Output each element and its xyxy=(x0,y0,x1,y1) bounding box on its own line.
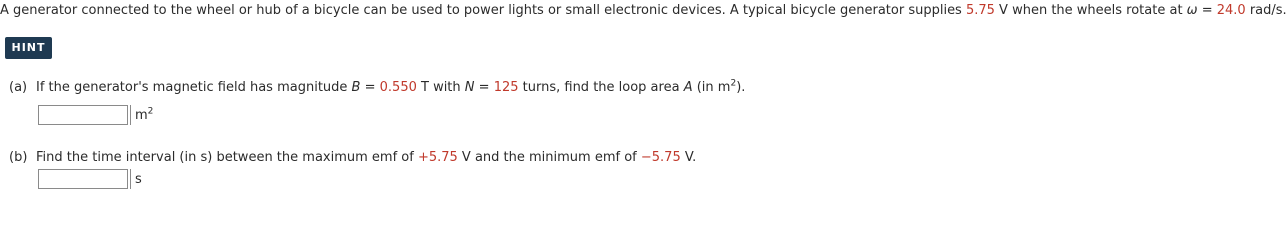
omega-symbol: ω xyxy=(1186,3,1198,18)
part-a-question xyxy=(9,79,745,97)
n-value: 125 xyxy=(493,80,519,95)
question-text: turns, find the loop area xyxy=(518,80,684,95)
question-text: T with xyxy=(416,80,465,95)
min-emf-value: −5.75 xyxy=(640,150,681,165)
a-symbol: A xyxy=(683,80,693,95)
question-text: ). xyxy=(736,80,746,95)
intro-text: V when the wheels rotate at xyxy=(994,3,1187,18)
part-b-answer-input[interactable] xyxy=(38,169,128,189)
question-text: If the generator's magnetic field has magnitude xyxy=(36,80,352,95)
part-a-letter: (a) xyxy=(9,80,28,95)
unit-base: m xyxy=(135,108,148,123)
omega-value: 24.0 xyxy=(1216,3,1246,18)
b-value: 0.550 xyxy=(379,80,417,95)
question-text: (in m xyxy=(692,80,731,95)
question-text: = xyxy=(474,80,494,95)
part-b-letter: (b) xyxy=(9,150,28,165)
part-a-answer-input[interactable] xyxy=(38,105,128,125)
part-a-unit-label xyxy=(130,105,153,125)
question-text: V. xyxy=(680,150,697,165)
part-b-question xyxy=(9,149,696,167)
b-symbol: B xyxy=(351,80,361,95)
max-emf-value: +5.75 xyxy=(417,150,458,165)
n-symbol: N xyxy=(464,80,475,95)
intro-text: A generator connected to the wheel or hub of a bicycle can be used to power lights or small electronic devices. A typical bicycle generator supplies xyxy=(0,3,966,18)
question-text: V and the minimum emf of xyxy=(457,150,641,165)
intro-text: = xyxy=(1197,3,1217,18)
voltage-value: 5.75 xyxy=(965,3,995,18)
question-text: Find the time interval (in s) between the maximum emf of xyxy=(36,150,418,165)
unit-exponent: 2 xyxy=(147,106,154,117)
intro-text: rad/s. xyxy=(1245,3,1287,18)
question-text: = xyxy=(360,80,380,95)
problem-statement xyxy=(0,2,1287,20)
hint-button[interactable]: HINT xyxy=(5,37,52,59)
part-b-unit-label: s xyxy=(130,169,142,189)
unit-exponent: 2 xyxy=(730,78,737,89)
